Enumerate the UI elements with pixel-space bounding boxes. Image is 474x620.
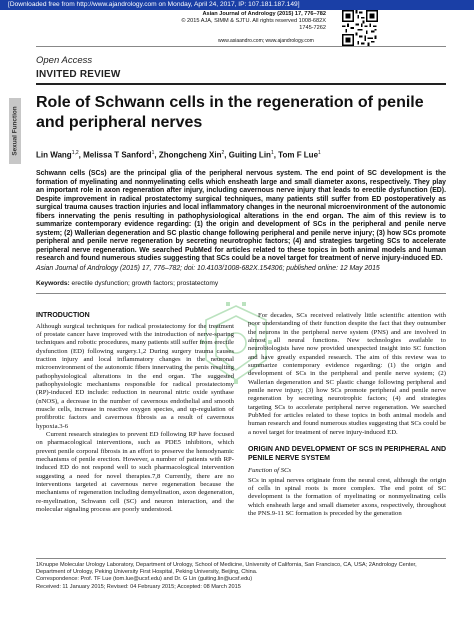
section-side-tab <box>9 98 21 164</box>
article-title: Role of Schwann cells in the regeneration of penile and peripheral nerves <box>36 94 424 131</box>
journal-name: Asian Journal of Andrology (2015) 17, 776–782 <box>202 11 326 17</box>
author-affiliation: 1,2 <box>71 150 79 156</box>
article-type: INVITED REVIEW <box>36 69 121 80</box>
body-paragraph: For decades, SCs received relatively little scientific attention with poor understanding of their function despite the fact that they outnumber the neurons in the peripheral nerve system (PNS) and are involved in almost all neural functions. New technologies available to neurobiologists have now provided unexpected insight into SC function and have greatly expanded research. The aim of this review was to summarize contemporary evidence regarding: (1) the origin and development of SCs in the peripheral and penile nerve system; (2) Wallerian degeneration and SC plastic change following peripheral and penile nerve injury; (3) how SCs promote peripheral and penile nerve regeneration by secreting neurotrophic factors; (4) and strategies targeting SCs to accelerate peripheral nerve regeneration. We searched PubMed for articles related to these topics in both animal models and human research and found numerous studies suggesting that SCs could be a novel target for treatment of nerve injury-induced ED. <box>248 312 446 436</box>
author-name: Melissa T Sanford <box>83 150 152 160</box>
journal-urls: www.asiaandro.com; www.ajandrology.com <box>218 38 314 44</box>
author-name: Tom F Lue <box>278 150 319 160</box>
keywords <box>36 280 218 287</box>
journal-issn: 1745-7262 <box>299 25 326 31</box>
abstract-divider <box>36 293 446 294</box>
open-access-label: Open Access <box>36 55 93 66</box>
author-affiliation: 1 <box>151 150 155 156</box>
body-paragraph: SCs in spinal nerves originate from the neural crest, although the origin of cells in spinal roots is more complex. The end point of SC development is the formation of myelinating or nonmyelinating cells which ensheath large and small diameter axons, respectively, throughout the PNS.9-11 SC formation is preceded by the generation <box>248 476 446 517</box>
affiliations: 1Knuppe Molecular Urology Laboratory, Department of Urology, School of Medicine, University of California, San Francisco, CA, USA; 2Andrology Center, Department of Urology, Peking University First Hospital, Peking University, Beijing, China. <box>36 562 417 576</box>
qr-code-icon[interactable] <box>342 10 378 46</box>
author-name: Zhongcheng Xin <box>158 150 222 160</box>
footnote <box>36 562 446 591</box>
footnote-divider <box>36 558 446 559</box>
author-affiliation: 2 <box>221 150 225 156</box>
keywords-label: Keywords: <box>36 280 70 287</box>
download-banner: [Downloaded free from http://www.ajandrology.com on Monday, April 24, 2017, IP: 107.181.187.149] <box>0 0 474 10</box>
citation-line: Asian Journal of Andrology (2015) 17, 776–782; doi: 10.4103/1008-682X.154306; published online: 12 May 2015 <box>36 265 380 272</box>
author-name: Guiting Lin <box>228 150 271 160</box>
journal-copyright: © 2015 AJA, SIMM & SJTU. All rights reserved 1008-682X <box>181 18 326 24</box>
author-affiliation: 1 <box>270 150 274 156</box>
right-column <box>248 312 446 518</box>
section-rule <box>36 83 446 85</box>
section-heading: INTRODUCTION <box>36 312 90 319</box>
body-paragraph: Current research strategies to prevent ED following RP have focused on pharmacological interventions, such as PDE5 inhibitors, which prevent penile corporal fibrosis in an effort to preserve the hemodynamic mechanisms of penile erection. However, a number of patients with RP-induced ED do not respond well to such pharmacological intervention suggesting a need for novel therapies.7,8 Currently, there are no interventions targeted at cavernous nerve regeneration because the mechanisms of regeneration including demyelination, axon degeneration, re-myelination, Schwann cell (SC) and neuron interaction, and the molecular signaling process are poorly understood. <box>36 430 234 514</box>
abstract: Schwann cells (SCs) are the principal glia of the peripheral nervous system. The end point of SC development is the formation of myelinating and nonmyelinating cells which ensheath large and small diameter axons, respectively. They play an important role in axon regeneration after injury, including cavernous nerve injury that leads to erectile dysfunction (ED). Despite improvement in radical prostatectomy surgical techniques, many patients still suffer from ED postoperatively as surgical trauma causes traction injuries and local inflammatory changes in the neuronal microenvironment of the autonomic fibers innervating the penis resulting in pathophysiological alterations in the end organ. The aim of this review is to summarize contemporary evidence regarding: (1) the origin and development of SCs in the peripheral and penile nerve system; (2) Wallerian degeneration and SC plastic change following peripheral and penile nerve injury; (3) how SCs promote peripheral and penile nerve regeneration by secreting neurotrophic factors; (4) and strategies targeting SCs to accelerate peripheral nerve regeneration. We searched PubMed for articles related to these topics in both animal models and human research and found numerous studies suggesting that SCs could be a novel target for treatment of nerve injury-induced ED. <box>36 170 446 262</box>
article-dates: Received: 11 January 2015; Revised: 04 February 2015; Accepted: 08 March 2015 <box>36 583 241 590</box>
subsection-heading: Function of SCs <box>248 467 292 475</box>
header-divider <box>36 46 446 47</box>
body-paragraph: Although surgical techniques for radical prostatectomy for the treatment of prostate cancer have improved with the introduction of nerve-sparing techniques and robotic procedures, many patients still suffer from erectile dysfunction (ED) following surgery.1,2 During surgery trauma causes traction injury and local inflammatory changes in the neuronal microenvironment of the autonomic fibers innervating the penis resulting pathophysiological alterations in the end organ. The suggested pathophysiologic mechanisms responsible for radical prostatectomy (RP)-induced ED include: reduction in neuronal nitric oxide synthase (nNOS), a decrease in the number of cavernous endothelial and smooth muscle cells, increase in reactive oxygen species, and up-regulation of profibrotic factors and cavernous fibrosis as a result of cavernous hypoxia.3-6 <box>36 322 234 430</box>
author-name: Lin Wang <box>36 150 72 160</box>
left-column <box>36 312 234 514</box>
side-tab-label: Sexual Function <box>11 106 19 156</box>
section-heading: ORIGIN AND DEVELOPMENT OF SCS IN PERIPHERAL AND PENILE NERVE SYSTEM <box>248 446 446 462</box>
correspondence: Correspondence: Prof. TF Lue (tom.lue@ucsf.edu) and Dr. G Lin (guiting.lin@ucsf.edu) <box>36 576 253 583</box>
keywords-list: erectile dysfunction; growth factors; prostatectomy <box>69 280 219 287</box>
author-list: Lin Wang$^{1,2}$, Melissa T Sanford$^1$, Zhongcheng Xin$^2$, Guiting Lin$^1$, Tom F Lue$^1$ <box>36 150 321 160</box>
journal-info <box>130 11 326 32</box>
author-affiliation: 1 <box>318 150 321 156</box>
